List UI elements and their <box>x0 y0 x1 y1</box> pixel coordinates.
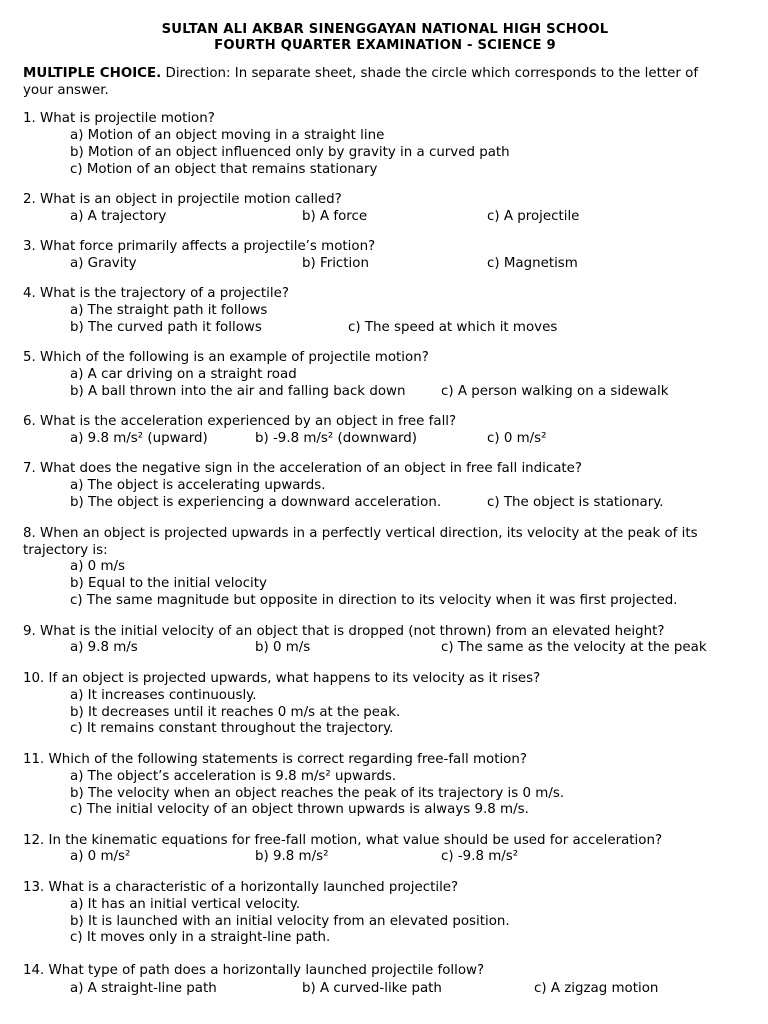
choice-c: c) -9.8 m/s² <box>441 849 519 864</box>
question-text: 1. What is projectile motion? <box>23 111 215 126</box>
choice-c: c) A projectile <box>487 209 580 224</box>
choice-b: b) 9.8 m/s² <box>255 849 329 864</box>
direction-text: Direction: In separate sheet, shade the circle which corresponds to the letter of <box>161 66 699 81</box>
choice-c: c) Magnetism <box>487 256 578 271</box>
direction-line-2: your answer. <box>23 83 109 98</box>
question-text: 13. What is a characteristic of a horizontally launched projectile? <box>23 880 459 895</box>
choice-b: b) 0 m/s <box>255 640 311 655</box>
choice-b: b) The object is experiencing a downward acceleration. <box>70 495 442 510</box>
choice-c: c) The initial velocity of an object thrown upwards is always 9.8 m/s. <box>70 802 529 817</box>
choice-b: b) The curved path it follows <box>70 320 262 335</box>
choice-a: a) A straight-line path <box>70 981 217 996</box>
question-text: 3. What force primarily affects a projectile’s motion? <box>23 239 376 254</box>
choice-c: c) It remains constant throughout the trajectory. <box>70 721 394 736</box>
question-text: 7. What does the negative sign in the acceleration of an object in free fall indicate? <box>23 461 583 476</box>
question-text: 14. What type of path does a horizontally launched projectile follow? <box>23 963 485 978</box>
question-text: 11. Which of the following statements is correct regarding free-fall motion? <box>23 752 527 767</box>
exam-title: FOURTH QUARTER EXAMINATION - SCIENCE 9 <box>214 38 556 53</box>
choice-a: a) The straight path it follows <box>70 303 268 318</box>
question-text: 6. What is the acceleration experienced by an object in free fall? <box>23 414 457 429</box>
choice-a: a) 0 m/s² <box>70 849 131 864</box>
choice-c: c) The object is stationary. <box>487 495 664 510</box>
question-text: 9. What is the initial velocity of an object that is dropped (not thrown) from an elevated height? <box>23 624 665 639</box>
choice-a: a) Gravity <box>70 256 137 271</box>
choice-a: a) It has an initial vertical velocity. <box>70 897 300 912</box>
choice-c: c) A zigzag motion <box>534 981 659 996</box>
choice-c: c) The same magnitude but opposite in direction to its velocity when it was first projected. <box>70 593 678 608</box>
choice-c: c) The speed at which it moves <box>348 320 558 335</box>
choice-b: b) It decreases until it reaches 0 m/s at the peak. <box>70 705 401 720</box>
choice-a: a) Motion of an object moving in a straight line <box>70 128 385 143</box>
choice-b: b) A curved-like path <box>302 981 442 996</box>
choice-a: a) It increases continuously. <box>70 688 257 703</box>
choice-a: a) A trajectory <box>70 209 167 224</box>
choice-a: a) The object is accelerating upwards. <box>70 478 326 493</box>
choice-c: c) Motion of an object that remains stationary <box>70 162 378 177</box>
school-name: SULTAN ALI AKBAR SINENGGAYAN NATIONAL HIGH SCHOOL <box>161 22 609 37</box>
choice-b: b) It is launched with an initial velocity from an elevated position. <box>70 914 510 929</box>
choice-b: b) Equal to the initial velocity <box>70 576 267 591</box>
choice-b: b) -9.8 m/s² (downward) <box>255 431 418 446</box>
choice-b: b) The velocity when an object reaches the peak of its trajectory is 0 m/s. <box>70 786 565 801</box>
question-text: 12. In the kinematic equations for free-fall motion, what value should be used for acceleration? <box>23 833 663 848</box>
question-text: 4. What is the trajectory of a projectile? <box>23 286 289 301</box>
direction-line-1 <box>23 66 698 82</box>
question-text: 5. Which of the following is an example of projectile motion? <box>23 350 429 365</box>
choice-c: c) The same as the velocity at the peak <box>441 640 707 655</box>
choice-a: a) 9.8 m/s <box>70 640 138 655</box>
choice-a: a) 9.8 m/s² (upward) <box>70 431 208 446</box>
choice-c: c) A person walking on a sidewalk <box>441 384 669 399</box>
choice-b: b) Motion of an object influenced only by gravity in a curved path <box>70 145 510 160</box>
question-text: 8. When an object is projected upwards in a perfectly vertical direction, its velocity at the peak of its <box>23 526 698 541</box>
choice-a: a) 0 m/s <box>70 559 125 574</box>
choice-a: a) A car driving on a straight road <box>70 367 297 382</box>
choice-b: b) Friction <box>302 256 369 271</box>
question-text: 2. What is an object in projectile motion called? <box>23 192 342 207</box>
choice-c: c) It moves only in a straight-line path. <box>70 930 331 945</box>
choice-c: c) 0 m/s² <box>487 431 547 446</box>
question-text: 10. If an object is projected upwards, what happens to its velocity as it rises? <box>23 671 541 686</box>
question-text-continued: trajectory is: <box>23 543 108 558</box>
choice-a: a) The object’s acceleration is 9.8 m/s² upwards. <box>70 769 397 784</box>
choice-b: b) A force <box>302 209 368 224</box>
choice-b: b) A ball thrown into the air and falling back down <box>70 384 406 399</box>
direction-label: MULTIPLE CHOICE. <box>23 66 162 81</box>
